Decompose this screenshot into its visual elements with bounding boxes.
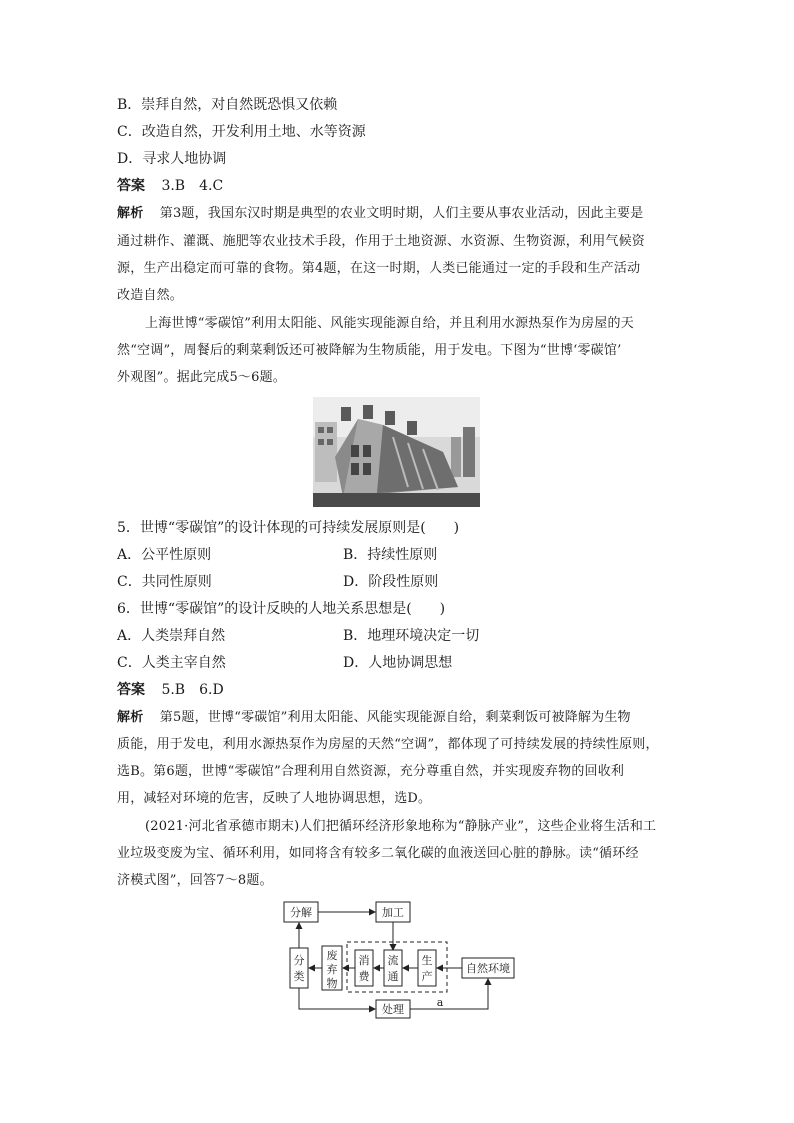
answer-label: 答案 [117, 682, 145, 698]
analysis-3-4-line-1: 解析 第3题，我国东汉时期是典型的农业文明时期，人们主要从事农业活动，因此主要是 [117, 206, 644, 221]
answer-value: 3.B 4.C [161, 178, 224, 194]
zero-carbon-pavilion-photo [313, 397, 480, 507]
passage-7-8-line-1: (2021·河北省承德市期末)人们把循环经济形象地称为“静脉产业”，这些企业将生活和工 [145, 819, 657, 834]
analysis-3-4-line-3: 源，生产出稳定而可靠的食物。第4题，在这一时期，人类已能通过一定的手段和生产活动 [117, 261, 641, 276]
analysis-label: 解析 [117, 206, 144, 221]
q4-option-b: B．崇拜自然，对自然既恐惧又依赖 [117, 97, 338, 113]
q6-option-b: B．地理环境决定一切 [343, 628, 480, 644]
answer-3-4 [117, 176, 223, 196]
q6-option-c: C．人类主宰自然 [117, 655, 226, 671]
svg-text:类: 类 [293, 970, 305, 983]
analysis-5-6-line-1: 解析 第5题，世博“零碳馆”利用太阳能、风能实现能源自给，剩菜剩饭可被降解为生物 [117, 710, 631, 725]
answer-label: 答案 [117, 178, 145, 194]
analysis-5-6-line-2: 质能，用于发电，利用水源热泵作为房屋的天然“空调”，都体现了可持续发展的持续性原则， [117, 737, 659, 752]
label-fenjie: 分解 [290, 906, 312, 919]
label-ziran: 自然环境 [466, 962, 510, 975]
passage-7-8-line-3: 济模式图”，回答7～8题。 [117, 873, 273, 888]
q4-option-d: D．寻求人地协调 [117, 151, 227, 167]
q5-stem: 5．世博“零碳馆”的设计体现的可持续发展原则是( ) [117, 520, 460, 536]
q4-option-c: C．改造自然，开发利用土地、水等资源 [117, 124, 366, 140]
label-chuli: 处理 [382, 1003, 404, 1016]
svg-text:通: 通 [387, 970, 399, 983]
label-a: a [436, 996, 444, 1009]
q6-option-a: A．人类崇拜自然 [117, 628, 226, 644]
q6-option-d: D．人地协调思想 [343, 655, 453, 671]
q5-option-b: B．持续性原则 [343, 547, 438, 563]
svg-text:流: 流 [387, 954, 399, 967]
passage-5-6-line-2: 然“空调”，周餐后的剩菜剩饭还可被降解为生物质能，用于发电。下图为“世博‘零碳馆’ [117, 343, 622, 358]
q5-option-a: A．公平性原则 [117, 547, 212, 563]
passage-5-6-line-1: 上海世博“零碳馆”利用太阳能、风能实现能源自给，并且利用水源热泵作为房屋的天 [145, 316, 634, 331]
label-jiagong: 加工 [382, 906, 404, 919]
svg-text:废: 废 [326, 949, 338, 962]
analysis-5-6-line-4: 用，减轻对环境的危害，反映了人地协调思想，选D。 [117, 791, 432, 806]
analysis-3-4-line-2: 通过耕作、灌溉、施肥等农业技术手段，作用于土地资源、水资源、生物资源，利用气候资 [117, 234, 646, 249]
analysis-5-6-line-3: 选B。第6题，世博“零碳馆”合理利用自然资源，充分尊重自然，并实现废弃物的回收利 [117, 764, 625, 779]
svg-text:生: 生 [421, 954, 433, 967]
answer-5-6 [117, 680, 224, 700]
answer-value: 5.B 6.D [161, 682, 224, 698]
q5-option-c: C．共同性原则 [117, 574, 212, 590]
passage-7-8-line-2: 业垃圾变废为宝、循环利用，如同将含有较多二氧化碳的血液送回心脏的静脉。读“循环经 [117, 846, 639, 861]
circular-economy-diagram [280, 896, 520, 1022]
svg-text:费: 费 [358, 970, 370, 983]
svg-text:弃: 弃 [326, 963, 338, 976]
svg-text:分: 分 [293, 954, 305, 967]
passage-5-6-line-3: 外观图”。据此完成5～6题。 [117, 370, 286, 385]
svg-text:消: 消 [358, 954, 370, 967]
svg-text:产: 产 [421, 970, 433, 983]
svg-text:物: 物 [326, 977, 338, 990]
analysis-3-4-line-4: 改造自然。 [117, 288, 184, 303]
q5-option-d: D．阶段性原则 [343, 574, 439, 590]
q6-stem: 6．世博“零碳馆”的设计反映的人地关系思想是( ) [117, 601, 446, 617]
analysis-label: 解析 [117, 710, 144, 725]
